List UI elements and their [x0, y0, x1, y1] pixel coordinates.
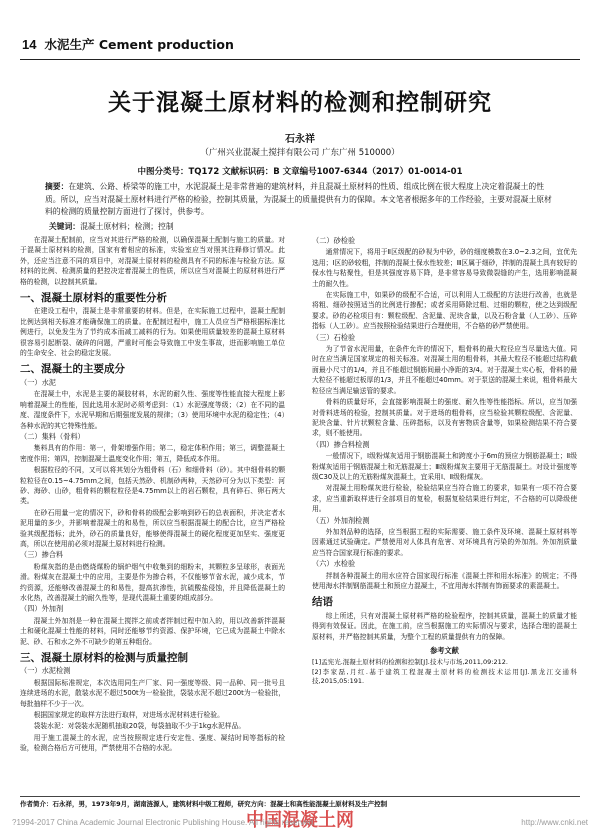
- cnki-link[interactable]: http://www.cnki.net: [521, 818, 588, 827]
- paragraph: 根据国家规定的取样方法进行取样，对进场水泥材料进行检验。: [33, 711, 224, 720]
- paragraph: 一般情况下，Ⅰ级粉煤灰适用于钢筋混凝土和跨度小于6m的预应力钢筋混凝土；Ⅱ级粉煤灰适用于钢筋混凝土和无筋混凝土；Ⅲ级粉煤灰主要用于无筋混凝土。对设计强度等级C30及以上的无筋粉煤灰混凝土，宜采用Ⅰ、Ⅱ级粉煤灰。: [312, 452, 577, 481]
- reference-item: [2]李家磊,月红.基于建筑工程混凝土原材料的检测技术运用[J].黑龙江交通科技,2015,05:191.: [312, 667, 577, 686]
- article-title: 关于混凝土原材料的检测和控制研究: [108, 89, 492, 116]
- paragraph: 集料具有的作用：第一，骨架增强作用；第二，稳定体积作用；第三，调整混凝土密度作用；第四，控制混凝土温度变化作用；第五，降低成本作用。: [20, 444, 285, 463]
- conclusion-paragraph: 综上所述，只有对混凝土原材料严格的检验程序，控制其质量，混凝土的质量才能得到有效保证。因此，在施工前，应当根据施工的实际情况与要求，选择合理的混凝土原材料，并严格控制其质量，为整个工程的质量提供有力的保障。: [312, 611, 577, 641]
- footer-rule: [20, 796, 580, 797]
- author-bio-footnote: 作者简介：石永祥，男，1973年9月，湖南涟源人，建筑材料中级工程师，研究方向：混凝土和高性能混凝土原材料及生产控制: [20, 800, 388, 808]
- paragraph: 外加剂品种的选择，应当根据工程的实际需要、施工条件及环境、混凝土原材料等因素通过试验确定。严禁使用对人体具有危害、对环境具有污染的外加剂。外加剂质量应当符合国家现行标准的要求。: [312, 527, 577, 557]
- copyright-bar: [0, 818, 600, 827]
- left-column: [20, 235, 285, 755]
- subheading: （三）掺合料: [20, 550, 64, 560]
- paragraph: 骨料的质量好坏，会直接影响混凝土的强度、耐久性等性能指标。所以，应当加强对骨料进场的检验，控制其质量。对于进场的粗骨料，应当检验其颗粒级配、含泥量、泥块含量、针片状颗粒含量、压碎指标，以及有害物质含量等，如果检测结果不符合要求，则不能使用。: [312, 398, 577, 438]
- paragraph: 拌制各种混凝土的用水应符合国家现行标准《混凝土拌和用水标准》的规定；不得使用海水拌制钢筋混凝土和预应力混凝土，不宜用海水拌制有饰面要求的素混凝土。: [312, 571, 577, 590]
- references-heading: 参考文献: [430, 646, 459, 656]
- subheading: （二）砂检验: [312, 236, 356, 245]
- paragraph: 为了节省水泥用量，在条件允许的情况下，粗骨料的最大粒径应当尽量选大值。同时在应当满足国家规定的相关标准。对混凝土用的粗骨料，其最大粒径不能超过结构截面最小尺寸的1/4，并且不能超过钢筋间最小净距的3/4。对于混凝土实心板，骨料的最大粒径不能超过板厚的1/3，并且不能超过40mm。对于泵送的混凝土来说，粗骨料最大粒径应当满足输送管的要求。: [312, 345, 577, 395]
- paragraph: 在混凝土中，水泥是主要的凝胶材料，水泥的耐久性、强度等性能直接大程度上影响着混凝土的性能，因此选用水泥时必须考虑到：（1）水泥强度等级；（2）在不同的温度、湿度条件下，水泥早期和后期强度发展的规律；（3）使用环境中水泥的稳定性；（4）各种水泥的其它特殊性能。: [20, 390, 285, 430]
- paragraph: 混凝土外加剂是一种在混凝土搅拌之前或者拌制过程中加入的，用以改善新拌混凝土和硬化混凝土性能的材料，同时还能够节约资源、保护环境，它已成为混凝土中除水泥、砂、石和水之外不可缺少的第五种组份。: [20, 616, 285, 646]
- subheading: （一）水泥: [20, 377, 56, 387]
- subheading: （一）水泥检测: [20, 666, 71, 676]
- subheading: （三）石检验: [312, 332, 356, 342]
- subheading: （五）外加剂检测: [312, 515, 370, 525]
- journal-name: 水泥生产 Cement production: [44, 37, 234, 52]
- section-1-heading: 一、混凝土原材料的重要性分析: [20, 292, 167, 305]
- subheading: （二）集料（骨料）: [20, 431, 85, 441]
- author-name: 石永祥: [285, 134, 315, 145]
- section-2-heading: 二、混凝土的主要成分: [20, 363, 125, 376]
- abstract-text: 在建筑、公路、桥梁等的施工中，水泥混凝土是非常普遍的建筑材料，并且混凝土原材料的性质、组成比例在很大程度上决定着混凝土的性质。所以，应当对混凝土原材料进行严格的检验，控制其质量，为混凝土的质量提供有力的保障。本文笔者根据多年的工作经验，主要对混凝土原材料的检测的质量控制方面进行了探讨，供参考。: [45, 182, 552, 216]
- author-affiliation: （广州兴业混凝土搅拌有限公司 广东广州 510000）: [200, 148, 400, 158]
- paragraph: 对混凝土用粉煤灰进行检验，检验结果应当符合施工的要求，如果有一项不符合要求，应当重新取样进行全部项目的复检，根据复检结果进行判定，不合格的可以降级使用。: [312, 484, 577, 514]
- paragraph: 根据粒径的不同，又可以将其划分为粗骨料（石）和细骨料（砂）。其中细骨料的颗粒粒径在0.15~4.75mm之间，包括天然砂、机制砂两种，天然砂可分为以下类型：河砂、海砂、山砂，粗骨料的颗粒粒径是4.75mm以上的岩石颗粒，具有碎石、卵石两大类。: [20, 466, 285, 506]
- paragraph: 通常情况下，将用于Ⅱ区级配的砂视为中砂，砂的细度模数在3.0~2.3之间，宜优先选用；Ⅰ区的砂较粗，拌制的混凝土保水性较差；Ⅲ区属于细砂，拌制的混凝土具有较好的保水性与粘聚性，但是其强度容易下降，是非常容易导致微裂缝的产生，选用影响混凝土的耐久性。: [312, 248, 577, 288]
- section-3-heading: 三、混凝土原材料的检测与质量控制: [20, 652, 188, 665]
- conclusion-heading: 结语: [312, 596, 333, 609]
- header-rule: [20, 59, 580, 60]
- paragraph: 用于施工混凝土的水泥，应当按照规定进行安定性、强度、凝结时间等指标的检验，检测合格后方可使用，严禁使用不合格的水泥。: [20, 733, 285, 753]
- paragraph: 在砂石用量一定的情况下，砂和骨料的级配会影响到砂石的总表面积，并决定者水泥用量的多少，并影响着混凝土的和易性，所以应当根据混凝土的配合比，应当严格检验其级配指标；此外，砂石的质量良好，能够使得混凝土的硬化程度更加坚实、强度更高，所以在使用前必须对混凝土原材料进行检测。: [20, 508, 285, 548]
- keywords-text: 混凝土原材料；检测；控制: [80, 221, 174, 231]
- abstract-label: 摘要：: [45, 182, 69, 191]
- page-number: 14: [22, 36, 37, 52]
- paragraph: 袋装水泥：对袋装水泥随机抽取20袋，每袋抽取不少于1kg水泥样品。: [33, 722, 246, 731]
- classification-line: 中图分类号：TQ172 文献标识码：B 文章编号1007-6344（2017）01-0014-01: [137, 167, 463, 177]
- subheading: （四）外加剂: [20, 604, 64, 614]
- running-header: [22, 32, 234, 56]
- keywords-label: 关键词：: [48, 221, 81, 231]
- paragraph: 在实际施工中，如果砂的级配不合适，可以利用人工级配的方法进行改善，也就是将粗、细砂按照适当的比例进行掺配；或者采用筛除过粗、过细的颗粒，使之达到级配要求。砂的必检项目有：颗粒级配、含泥量、泥块含量，以及石粉含量（人工砂）、压碎指标（人工砂）。应当按照检验结果进行合理使用，不合格的砂严禁使用。: [312, 291, 577, 331]
- watermark-logo-text: 中国混凝土网: [246, 810, 354, 831]
- right-column: [312, 235, 577, 687]
- paragraph: 根据国际标准规定，本次选用同生产厂家、同一强度等级、同一品种、同一批号且连续进场的水泥，散装水泥不超过500t为一检验批，袋装水泥不超过200t为一检验批，每批抽样不少于一次。: [20, 678, 285, 708]
- abstract-block: [45, 181, 555, 233]
- paragraph: 在建设工程中，混凝土是非常重要的材料。但是，在实际施工过程中，混凝土配制比例达到相关标准才能确保施工的质量。在配制过程中，施工人员应当严格根据标准比例进行，以免发生为了节约成本而减工减料的行为。如果使用质量较差的混凝土原材料很容易引起断裂、破碎的问题，严重时可能会导致施工中发生事故，进而影响施工单位的生命安全、社会的稳定发展。: [20, 307, 285, 358]
- paragraph: 粉煤灰指的是由燃烧煤粉的锅炉烟气中收集到的细粉末，其颗粒多呈球形，表面光滑。粉煤灰在混凝土中的应用，主要是作为掺合料，不仅能够节省水泥，减少成本，节约资源，还能够改善混凝土的和易性，提高抗渗性，抗硫酸盐侵蚀，并且降低混凝土的水化热，改善混凝土的耐久性等，是现代混凝土重要的组成部分。: [20, 562, 285, 602]
- subheading: （六）水检验: [312, 559, 356, 569]
- reference-item: [1]孟宪光.混凝土原材料的检测和控制[J].技术与市场,2011,09:212.: [312, 658, 508, 667]
- subheading: （四）掺合料检测: [312, 439, 370, 449]
- intro-paragraph: 在混凝土配制前，应当对其进行严格的检测，以确保混凝土配制与施工的质量。对于混凝土原材料的检测，国家有着相应的标准，实验室应当对照其注释修订情况。此外，还应当注意不同的项目中，对混凝土原材料的检测具有不同的标准与检验方法。原材料的比例、检测质量的把控决定着混凝土的性质，所以应当对混凝土的原材料进行严格的检测，以控制其质量。: [20, 236, 285, 286]
- copyright-text: ?1994-2017 China Academic Journal Electronic Publishing House. All rights reserved.: [12, 818, 316, 827]
